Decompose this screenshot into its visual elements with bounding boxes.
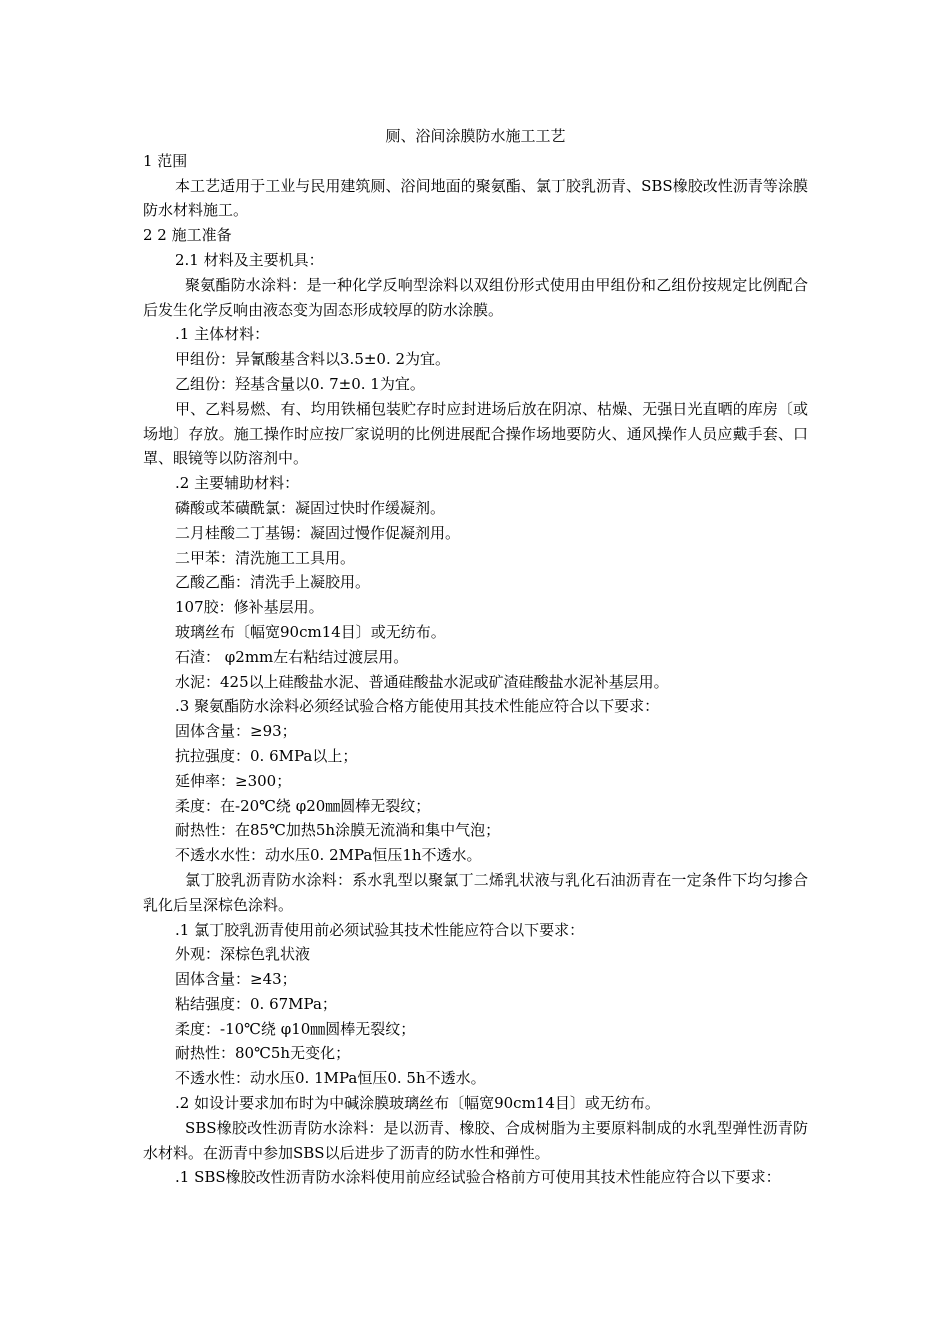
list-item: .2 如设计要求加布时为中碱涂膜玻璃丝布〔幅宽90cm14目〕或无纺布。 xyxy=(175,1094,660,1113)
scope-paragraph: 本工艺适用于工业与民用建筑厕、浴间地面的聚氨酯、氯丁胶乳沥青、SBS橡胶改性沥青等涂膜防水材料施工。 xyxy=(143,176,808,220)
list-item: 磷酸或苯磺酰氯：凝固过快时作缓凝剂。 xyxy=(175,498,446,517)
list-item: 乙组份：羟基含量以0. 7±0. 1为宜。 xyxy=(175,374,425,393)
document-body xyxy=(143,124,808,1190)
list-item: 抗拉强度：0. 6MPa以上； xyxy=(175,746,358,765)
subsection-heading-materials: 2.1 材料及主要机具： xyxy=(175,250,324,269)
list-item: 柔度：在-20℃绕 φ20㎜圆棒无裂纹； xyxy=(175,796,431,815)
list-item: 固体含量：≥93； xyxy=(175,722,297,741)
list-item: 107胶：修补基层用。 xyxy=(175,598,324,617)
document-title: 厕、浴间涂膜防水施工工艺 xyxy=(385,127,566,145)
list-item: .1 主体材料： xyxy=(175,325,270,344)
section-heading-preparation: 2 2 施工准备 xyxy=(143,226,232,245)
sbs-intro-paragraph: SBS橡胶改性沥青防水涂料：是以沥青、橡胶、合成树脂为主要原料制成的水乳型弹性沥青防水材料。在沥青中参加SBS以后进步了沥青的防水性和弹性。 xyxy=(143,1118,808,1162)
list-item: 不透水性：动水压0. 1MPa恒压0. 5h不透水。 xyxy=(175,1069,486,1088)
list-item: 粘结强度：0. 67MPa； xyxy=(175,994,337,1013)
list-item: 二甲苯：清洗施工工具用。 xyxy=(175,548,356,567)
list-item: 柔度：-10℃绕 φ10㎜圆棒无裂纹； xyxy=(175,1019,416,1038)
list-item: 耐热性：在85℃加热5h涂膜无流淌和集中气泡； xyxy=(175,821,501,840)
list-item: 不透水水性：动水压0. 2MPa恒压1h不透水。 xyxy=(175,846,482,865)
list-item: 固体含量：≥43； xyxy=(175,970,297,989)
storage-paragraph: 甲、乙料易燃、有、均用铁桶包装贮存时应封进场后放在阴凉、枯燥、无强日光直晒的库房〔或场地〕存放。施工操作时应按厂家说明的比例进展配合操作场地要防火、通风操作人员应戴手套、口罩、眼镜等以防溶剂中。 xyxy=(143,399,808,468)
list-item: 甲组份：异氰酸基含料以3.5±0. 2为宜。 xyxy=(175,350,451,369)
list-item: 水泥：425以上硅酸盐水泥、普通硅酸盐水泥或矿渣硅酸盐水泥补基层用。 xyxy=(175,672,669,691)
list-item: 玻璃丝布〔幅宽90cm14目〕或无纺布。 xyxy=(175,622,446,641)
neoprene-intro-paragraph: 氯丁胶乳沥青防水涂料：系水乳型以聚氯丁二烯乳状液与乳化石油沥青在一定条件下均匀掺合乳化后呈深棕色涂料。 xyxy=(143,870,808,914)
list-item: .1 氯丁胶乳沥青使用前必须试验其技术性能应符合以下要求： xyxy=(175,920,585,939)
list-item: 耐热性：80℃5h无变化； xyxy=(175,1044,351,1063)
sbs-requirements-paragraph: .1 SBS橡胶改性沥青防水涂料使用前应经试验合格前方可使用其技术性能应符合以下要求： xyxy=(175,1168,781,1187)
list-item: 外观：深棕色乳状液 xyxy=(175,945,311,964)
section-heading-scope: 1 范围 xyxy=(143,151,188,170)
list-item: .3 聚氨酯防水涂料必须经试验合格方能使用其技术性能应符合以下要求： xyxy=(175,697,660,716)
list-item: 延伸率：≥300； xyxy=(175,771,292,790)
list-item: .2 主要辅助材料： xyxy=(175,474,300,493)
list-item: 二月桂酸二丁基锡：凝固过慢作促凝剂用。 xyxy=(175,523,461,542)
list-item: 乙酸乙酯：清洗手上凝胶用。 xyxy=(175,573,371,592)
polyurethane-intro-paragraph: 聚氨酯防水涂料：是一种化学反响型涂料以双组份形式使用由甲组份和乙组份按规定比例配合后发生化学反响由液态变为固态形成较厚的防水涂膜。 xyxy=(143,275,808,319)
list-item: 石渣： φ2mm左右粘结过渡层用。 xyxy=(175,647,409,666)
